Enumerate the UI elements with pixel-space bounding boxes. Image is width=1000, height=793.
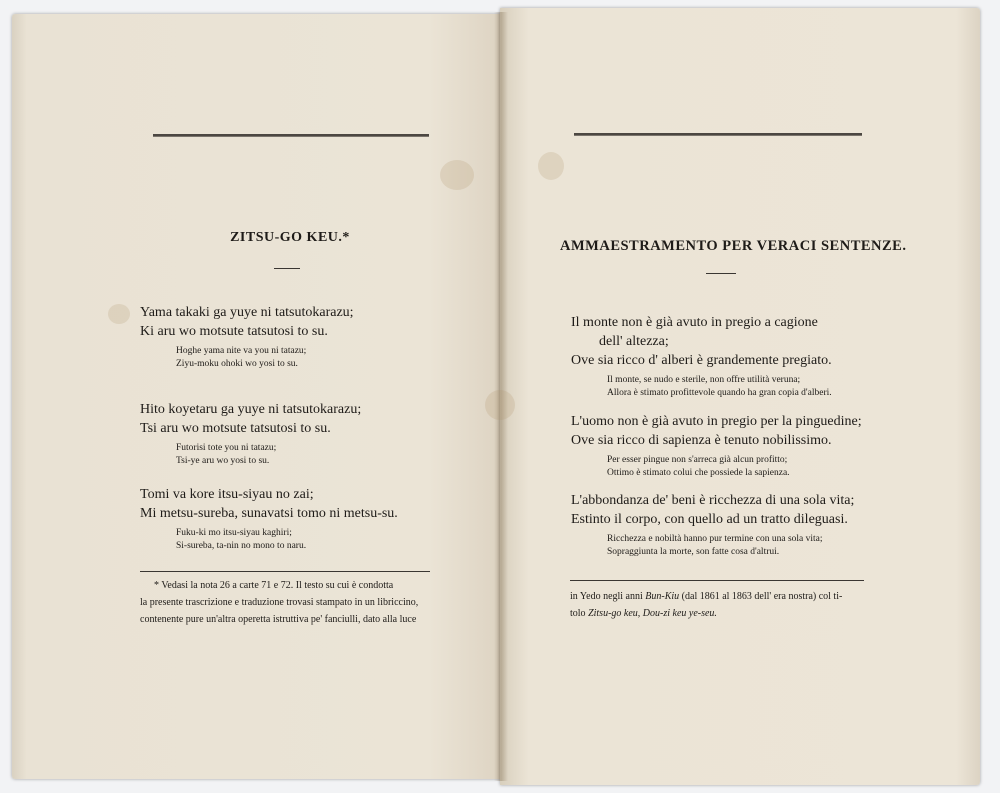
paper-stain	[485, 390, 515, 420]
verse-line: Estinto il corpo, con quello ad un tratto dileguasi.	[571, 512, 848, 527]
paper-stain	[538, 152, 564, 180]
right-page-title: AMMAESTRAMENTO PER VERACI SENTENZE.	[560, 238, 907, 254]
footnote-line: la presente trascrizione e traduzione trovasi stampato in un libriccino,	[140, 597, 419, 608]
verse-line: L'abbondanza de' beni è ricchezza di una sola vita;	[571, 493, 855, 508]
left-verse-1	[140, 303, 354, 371]
footnote-text: tolo	[570, 608, 589, 619]
gloss-line: Ottimo è stimato colui che possiede la sapienza.	[607, 468, 790, 478]
verse-line: Tsi aru wo motsute tatsutosi to su.	[140, 421, 331, 436]
right-header-rule	[574, 133, 862, 136]
footnote-text: (dal 1861 al 1863 dell' era nostra) col ti-	[679, 591, 843, 602]
footnote-line-1	[570, 588, 842, 605]
right-footnote-rule	[570, 580, 864, 581]
gloss-line: Il monte, se nudo e sterile, non offre utilità veruna;	[607, 375, 801, 385]
right-verse-3	[571, 491, 854, 559]
left-header-rule	[153, 134, 429, 137]
verse-line: dell' altezza;	[599, 334, 669, 349]
footnote-text: in Yedo negli anni	[570, 591, 646, 602]
left-page	[12, 14, 502, 779]
verse-line: Hito koyetaru ga yuye ni tatsutokarazu;	[140, 402, 362, 417]
right-verse-2	[571, 412, 862, 480]
footnote-italic: Zitsu-go keu, Dou-zi keu ye-seu.	[588, 608, 717, 619]
gloss-line: Tsi-ye aru wo yosi to su.	[176, 456, 270, 466]
paper-stain	[440, 160, 474, 190]
footnote-line-2	[570, 605, 842, 622]
right-footnote	[570, 588, 842, 622]
gloss-line: Futorisi tote you ni tatazu;	[176, 443, 277, 453]
footnote-line: * Vedasi la nota 26 a carte 71 e 72. Il testo su cui è condotta	[154, 580, 394, 591]
paper-stain	[108, 304, 130, 324]
left-verse-2	[140, 400, 361, 468]
verse-line: Ove sia ricco di sapienza è tenuto nobilissimo.	[571, 433, 832, 448]
verse-line: L'uomo non è già avuto in pregio per la pinguedine;	[571, 414, 862, 429]
verse-line: Tomi va kore itsu-siyau no zai;	[140, 487, 314, 502]
verse-line: Il monte non è già avuto in pregio a cagione	[571, 315, 818, 330]
gloss-line: Si-sureba, ta-nin no mono to naru.	[176, 541, 307, 551]
gloss-line: Ricchezza e nobiltà hanno pur termine con una sola vita;	[607, 534, 823, 544]
verse-line: Ove sia ricco d' alberi è grandemente pregiato.	[571, 353, 832, 368]
left-verse-3	[140, 485, 398, 553]
left-footnote	[140, 577, 418, 628]
gloss-line: Hoghe yama nite va you ni tatazu;	[176, 346, 307, 356]
footnote-italic: Bun-Kiu	[645, 591, 680, 602]
verse-line: Ki aru wo motsute tatsutosi to su.	[140, 324, 328, 339]
gloss-line: Allora è stimato profittevole quando ha gran copia d'alberi.	[607, 388, 832, 398]
right-verse-1	[571, 313, 832, 400]
gloss-line: Fuku-ki mo itsu-siyau kaghiri;	[176, 528, 292, 538]
left-title-rule	[274, 268, 300, 269]
gloss-line: Ziyu-moku ohoki wo yosi to su.	[176, 359, 298, 369]
footnote-line: contenente pure un'altra operetta istruttiva pe' fanciulli, dato alla luce	[140, 614, 417, 625]
left-footnote-rule	[140, 571, 430, 572]
left-page-title: ZITSU-GO KEU.*	[230, 230, 350, 245]
gloss-line: Sopraggiunta la morte, son fatte cosa d'altrui.	[607, 547, 780, 557]
right-title-rule	[706, 273, 736, 274]
gloss-line: Per esser pingue non s'arreca già alcun profitto;	[607, 455, 788, 465]
verse-line: Yama takaki ga yuye ni tatsutokarazu;	[140, 305, 354, 320]
verse-line: Mi metsu-sureba, sunavatsi tomo ni metsu-su.	[140, 506, 398, 521]
